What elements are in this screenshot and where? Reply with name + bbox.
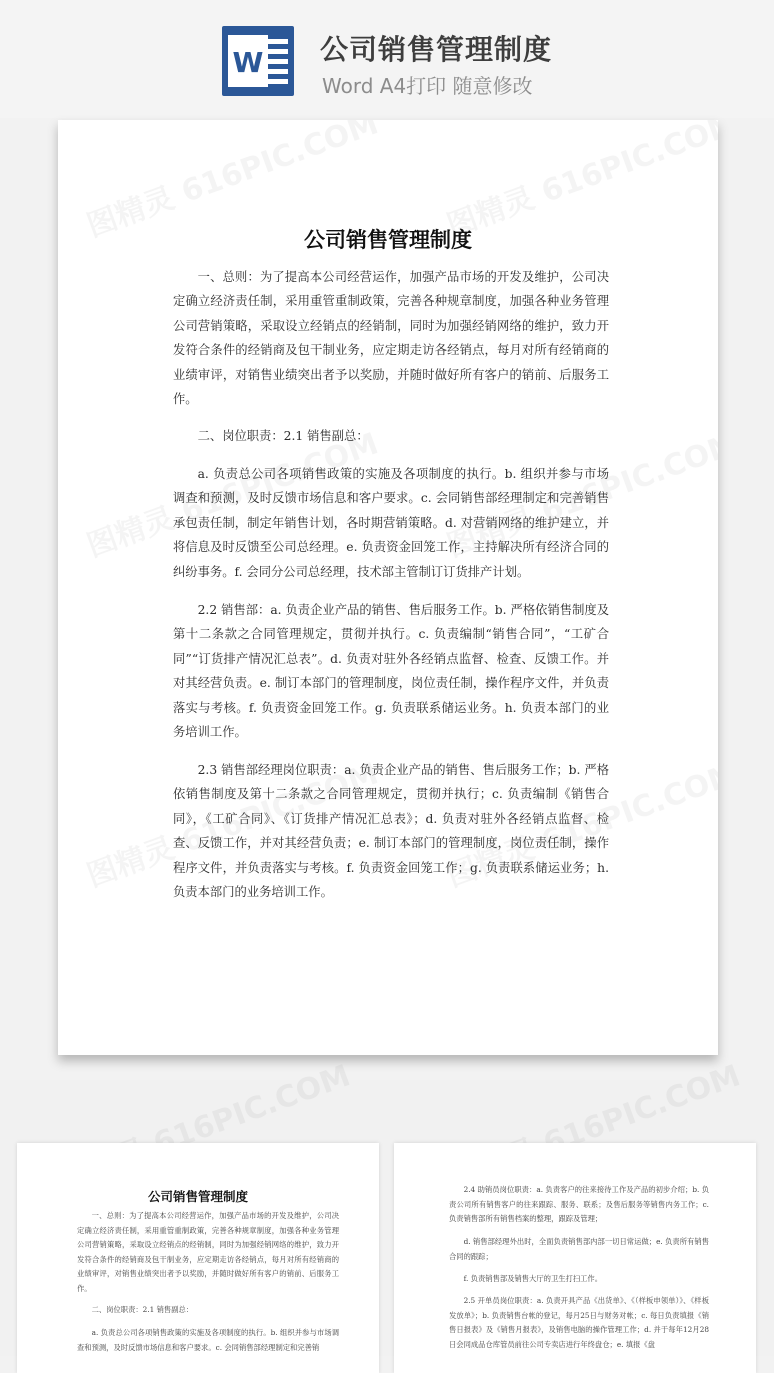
word-icon-letter: W (232, 46, 264, 79)
thumbnail-paragraph: 二、岗位职责：2.1 销售副总： (91, 1305, 194, 1314)
header-title: 公司销售管理制度 (320, 33, 553, 66)
thumbnail-paragraph: f. 负责销售部及销售大厅的卫生打扫工作。 (463, 1274, 603, 1283)
thumbnail-paragraph: 一、总则：为了提高本公司经营运作，加强产品市场的开发及维护，公司决定确立经济责任制，采用重管重制政策，完善各种规章制度，加强各种业务管理公司营销策略，采取设立经销点的经销制，同时为加强经销网络的维护，致力开发符合条件的经销商及包干制业务，应定期走访各经销点，每月对所有经销商的业绩审评，对销售业绩突出者予以奖励，并随时做好所有客户的销前、后服务工作。 (77, 1211, 339, 1293)
thumbnail-title: 公司销售管理制度 (147, 1189, 248, 1204)
thumbnail-paragraph: d. 销售部经理外出时，全面负责销售部内部一切日常运做；e. 负责所有销售合同的跟踪； (449, 1237, 709, 1261)
thumbnail-paragraph: 2.4 助销员岗位职责：a. 负责客户的往来接待工作及产品的初步介绍；b. 负责公司所有销售客户的往来跟踪、服务、联系；及售后服务等销售内务工作；c. 负责销售部所有销售档案的整理，跟踪及管理； (449, 1185, 709, 1223)
page-header (0, 0, 774, 118)
paragraph-section-two: 二、岗位职责：2.1 销售副总： (197, 429, 369, 443)
word-document-icon (222, 26, 294, 96)
thumbnail-page-1[interactable] (17, 1143, 379, 1373)
document-page (58, 120, 718, 1055)
paragraph-sales-dept: 2.2 销售部：a. 负责企业产品的销售、售后服务工作。b. 严格依销售制度及第十二条款之合同管理规定，贯彻并执行。c. 负责编制“销售合同”，“工矿合同”“订货排产情况汇总表”。d. 负责对驻外各经销点监督、检查、反馈工作。并对其经营负责。e. 制订本部门的管理制度，岗位责任制，操作程序文件，并负责落实与考核。f. 负责资金回笼工作。g. 负责联系储运业务。h. 负责本部门的业务培训工作。 (173, 603, 609, 740)
document-title: 公司销售管理制度 (304, 228, 472, 252)
paragraph-vp-sales: a. 负责总公司各项销售政策的实施及各项制度的执行。b. 组织并参与市场调查和预测，及时反馈市场信息和客户要求。c. 会同销售部经理制定和完善销售承包责任制，制定年销售计划，各时期营销策略。d. 对营销网络的维护建立，并将信息及时反馈至公司总经理。e. 负责资金回笼工作，主持解决所有经济合同的纠纷事务。f. 会同分公司总经理，技术部主管制订订货排产计划。 (173, 467, 609, 579)
thumbnail-paragraph: a. 负责总公司各项销售政策的实施及各项制度的执行。b. 组织并参与市场调查和预测，及时反馈市场信息和客户要求。c. 会同销售部经理制定和完善销 (77, 1328, 339, 1352)
header-subtitle: Word A4打印 随意修改 (322, 74, 533, 98)
thumbnail-paragraph: 2.5 开单员岗位职责：a. 负责开具产品《出货单》、《（样板申领单）》、《样板发放单》；b. 负责销售台帐的登记，每月25日与财务对帐；c. 每日负责填报《销售日报表》及《销售月报表》，及销售电脑的操作管理工作；d. 并于每年12月28日会同成品仓库管员前往公司专卖店进行年终盘仓；e. 填报《盘 (449, 1296, 709, 1349)
paragraph-general: 一、总则：为了提高本公司经营运作，加强产品市场的开发及维护，公司决定确立经济责任制，采用重管重制政策，完善各种规章制度，加强各种业务管理公司营销策略，采取设立经销点的经销制，同时为加强经销网络的维护，致力开发符合条件的经销商及包干制业务，应定期走访各经销点，每月对所有经销商的业绩审评，对销售业绩突出者予以奖励，并随时做好所有客户的销前、后服务工作。 (173, 270, 609, 407)
thumbnail-page-2[interactable] (394, 1143, 756, 1373)
paragraph-sales-manager: 2.3 销售部经理岗位职责：a. 负责企业产品的销售、售后服务工作；b. 严格依销售制度及第十二条款之合同管理规定，贯彻并执行；c. 负责编制《销售合同》，《工矿合同》、《订货排产情况汇总表》；d. 负责对驻外各经销点监督、检查、反馈工作，并对其经营负责；e. 制订本部门的管理制度，岗位责任制，操作程序文件，并负责落实与考核。f. 负责资金回笼工作；g. 负责联系储运业务；h. 负责本部门的业务培训工作。 (173, 763, 609, 900)
